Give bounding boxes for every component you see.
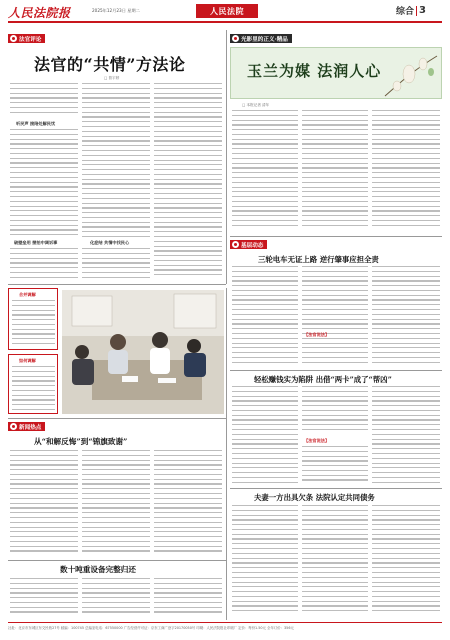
badge-icon	[10, 423, 17, 430]
feature-banner	[230, 47, 442, 99]
footer-imprint: 社址：北京市东城区东交民巷27号 邮编：100745 总编室电话：67550000 广告经营许可证：京东工商广登字20170050号 印刷：人民法院报社印刷厂 定价：每份1.50元 全年订价：356元	[8, 626, 294, 630]
small-box-text	[12, 300, 55, 348]
subhead-judge-says-2: 【法官说法】	[304, 438, 330, 443]
headline-e-tricycle: 三轮电车无证上路 逆行肇事应担全责	[258, 255, 379, 264]
section-divider-right	[230, 236, 442, 237]
subhead-listen: 听民声 接陪处解民忧	[16, 121, 56, 126]
headline-reconciliation: 从“和解反悔”到“锦旗致谢”	[34, 437, 128, 446]
feature-headline: 玉兰为媒 法润人心	[247, 62, 382, 80]
small-box-title: 如何调解	[19, 358, 36, 363]
equipment-body-col-1	[10, 578, 78, 618]
debt-body-col-2	[302, 505, 368, 617]
subhead-mediation: 破壁垒用 摆拍中调诉事	[14, 240, 58, 245]
section-name-box	[196, 4, 258, 18]
cards-body-col-2	[302, 386, 368, 434]
divider-equipment	[8, 560, 226, 561]
camera-icon	[232, 35, 239, 42]
article-body-column-2b	[82, 248, 150, 280]
feature-body-column-2	[302, 110, 368, 230]
reconcile-body-col-1	[10, 450, 78, 556]
section-tag-grassroots: 基层动态	[230, 240, 267, 249]
badge-icon	[232, 241, 239, 248]
masthead	[0, 0, 450, 30]
article-body-column-1c	[10, 248, 78, 280]
reconcile-body-col-2	[82, 450, 150, 556]
cards-body-col-3	[372, 386, 440, 484]
article-body-column-1b	[10, 129, 78, 237]
headline-bank-cards: 轻松赚钱实为陷阱 出借“两卡”成了“帮凶”	[254, 375, 392, 384]
small-box-text	[12, 366, 55, 412]
article-body-column-3	[154, 83, 222, 280]
headline-judge-empathy: 法官的“共情”方法论	[34, 55, 186, 74]
section-tag-news: 新闻热点	[8, 422, 45, 431]
feature-body-column-1	[232, 110, 298, 230]
small-box-title: 合并调解	[19, 292, 36, 297]
divider-photo	[8, 418, 226, 419]
debt-body-col-3	[372, 505, 440, 617]
masthead-rule	[8, 21, 442, 23]
page-number: 3	[419, 5, 426, 16]
cards-body-col-2b	[302, 446, 368, 484]
page-label: 综合	[396, 7, 415, 17]
equipment-body-col-2	[82, 578, 150, 618]
paper-name: 人民法院报	[8, 6, 71, 20]
headline-joint-debt: 夫妻一方出具欠条 法院认定共同债务	[254, 493, 375, 502]
subhead-judge-says-1: 【法官说法】	[304, 332, 330, 337]
tricycle-body-col-3	[372, 266, 440, 366]
cards-body-col-1	[232, 386, 298, 484]
column-divider	[226, 30, 227, 284]
author-byline: □ 曾宇婷	[104, 76, 120, 80]
column-divider-lower	[226, 288, 227, 620]
feature-author: □ 本报记者 清年	[242, 103, 270, 107]
mediation-photo	[62, 290, 224, 414]
tricycle-body-col-1	[232, 266, 298, 366]
section-divider-left	[8, 284, 226, 285]
section-name: 人民法院	[210, 5, 244, 16]
divider-tricycle	[230, 370, 442, 371]
subhead-resolve: 化症结 共情中找民心	[90, 240, 130, 245]
section-tag-feature: 光影里的正义·精品	[230, 34, 292, 43]
magnolia-illustration	[381, 52, 441, 98]
section-tag-judge-commentary: 法官评论	[8, 34, 45, 43]
small-box-merge-mediation	[8, 288, 58, 350]
footer-rule	[8, 622, 442, 623]
article-body-column-2	[82, 83, 150, 243]
article-body-column-1	[10, 83, 78, 116]
headline-equipment: 数十吨重设备完整归还	[60, 565, 136, 574]
page-number-block	[396, 4, 426, 17]
tricycle-body-col-2	[302, 266, 368, 366]
reconcile-body-col-3	[154, 450, 222, 556]
badge-icon	[10, 35, 17, 42]
feature-body-column-3	[372, 110, 440, 230]
equipment-body-col-3	[154, 578, 222, 618]
issue-date: 2025年12月23日 星期二	[92, 8, 140, 13]
divider-cards	[230, 488, 442, 489]
small-box-how-mediate	[8, 354, 58, 414]
debt-body-col-1	[232, 505, 298, 617]
